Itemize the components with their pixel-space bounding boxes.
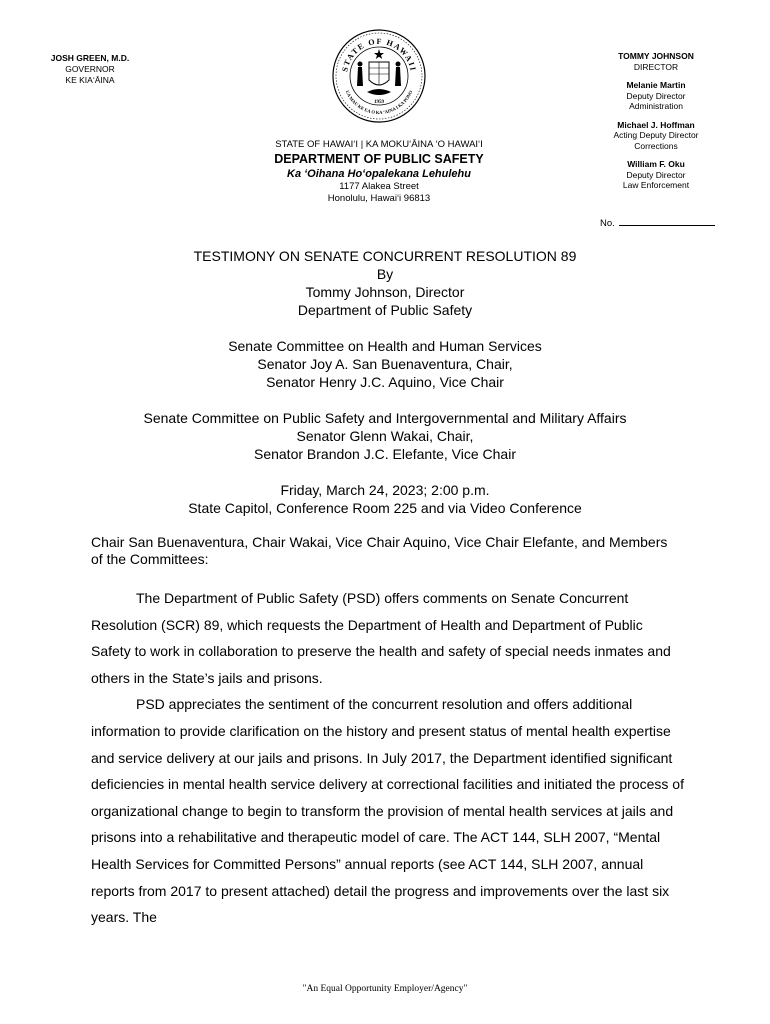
deputy-2-area: Corrections — [634, 140, 678, 151]
governor-title: GOVERNOR — [65, 64, 115, 74]
director-block — [596, 51, 716, 199]
document-number-blank — [619, 216, 715, 226]
governor-name: JOSH GREEN, M.D. — [50, 53, 130, 63]
deputy-2-name: Michael J. Hoffman — [617, 119, 695, 130]
svg-text:STATE OF HAWAII: STATE OF HAWAII — [340, 36, 418, 73]
committee-1-chair: Senator Joy A. San Buenaventura, Chair, — [257, 356, 513, 372]
document-number-label: No. — [600, 218, 615, 229]
deputy-1-title: Deputy Director — [626, 90, 686, 101]
deputy-2-title: Acting Deputy Director — [613, 130, 699, 140]
deputy-1-name: Melanie Martin — [626, 80, 686, 90]
director-title: DIRECTOR — [633, 61, 679, 72]
department-name: DEPARTMENT OF PUBLIC SAFETY — [274, 152, 484, 166]
deputy-1-area: Administration — [629, 101, 683, 111]
department-header — [200, 138, 558, 205]
state-seal-icon — [331, 28, 427, 124]
deputy-3-area: Law Enforcement — [622, 180, 690, 190]
body-paragraph-1: The Department of Public Safety (PSD) offers comments on Senate Concurrent Resolution (SCR) 89, which requests the Department of Health and Department of Public Safety to work in collaboration to preserve the health and safety of special needs inmates and others in the State’s jails and prisons. — [91, 590, 671, 686]
state-line: STATE OF HAWAIʻI | KA MOKUʻĀINA ʻO HAWAIʻI — [275, 139, 483, 150]
address-line-1: 1177 Alakea Street — [339, 181, 419, 192]
department-name-hawaiian: Ka ʻOihana Hoʻopalekana Lehulehu — [287, 168, 471, 180]
testimony-author: Tommy Johnson, Director — [305, 284, 465, 300]
committee-2-vice-chair: Senator Brandon J.C. Elefante, Vice Chair — [253, 446, 516, 462]
governor-title-hawaiian: KE KIAʻĀINA — [65, 75, 115, 85]
director-name: TOMMY JOHNSON — [618, 51, 694, 61]
governor-block — [30, 53, 150, 86]
testimony-body — [91, 585, 685, 931]
testimony-by: By — [376, 266, 394, 282]
document-number-field — [600, 216, 715, 229]
svg-text:UA MAU KE EA O KA ʻAINA I KA P: UA MAU KE EA O KA ʻAINA I KA PONO — [344, 89, 414, 116]
hearing-location: State Capitol, Conference Room 225 and via Video Conference — [188, 500, 582, 516]
testimony-department: Department of Public Safety — [297, 302, 473, 318]
salutation: Chair San Buenaventura, Chair Wakai, Vice Chair Aquino, Vice Chair Elefante, and Members of the Committees: — [91, 534, 668, 567]
page-footer: "An Equal Opportunity Employer/Agency" — [302, 984, 468, 994]
committee-1-vice-chair: Senator Henry J.C. Aquino, Vice Chair — [266, 374, 504, 390]
testimony-title-block — [60, 247, 710, 517]
hearing-date: Friday, March 24, 2023; 2:00 p.m. — [280, 482, 490, 498]
committee-1-name: Senate Committee on Health and Human Services — [228, 338, 542, 354]
deputy-3-name: William F. Oku — [627, 159, 685, 169]
address-line-2: Honolulu, Hawaiʻi 96813 — [327, 193, 431, 204]
deputy-3-title: Deputy Director — [626, 169, 686, 180]
body-paragraph-2: PSD appreciates the sentiment of the concurrent resolution and offers additional information to provide clarification on the history and present status of mental health expertise and service delivery at our jails and prisons. In July 2017, the Department identified significant deficiencies in mental health service delivery at correctional facilities and initiated the process of organizational change to begin to transform the provision of mental health services at jails and prisons into a rehabilitative and therapeutic model of care. The ACT 144, SLH 2007, “Mental Health Services for Committed Persons” annual reports (see ACT 144, SLH 2007, annual reports from 2017 to present attached) detail the progress and improvements over the last six years. The — [91, 696, 684, 926]
committee-2-name: Senate Committee on Public Safety and Intergovernmental and Military Affairs — [143, 410, 627, 426]
committee-2-chair: Senator Glenn Wakai, Chair, — [296, 428, 474, 444]
testimony-title: TESTIMONY ON SENATE CONCURRENT RESOLUTION 89 — [193, 248, 577, 264]
svg-text:1959: 1959 — [374, 100, 384, 105]
